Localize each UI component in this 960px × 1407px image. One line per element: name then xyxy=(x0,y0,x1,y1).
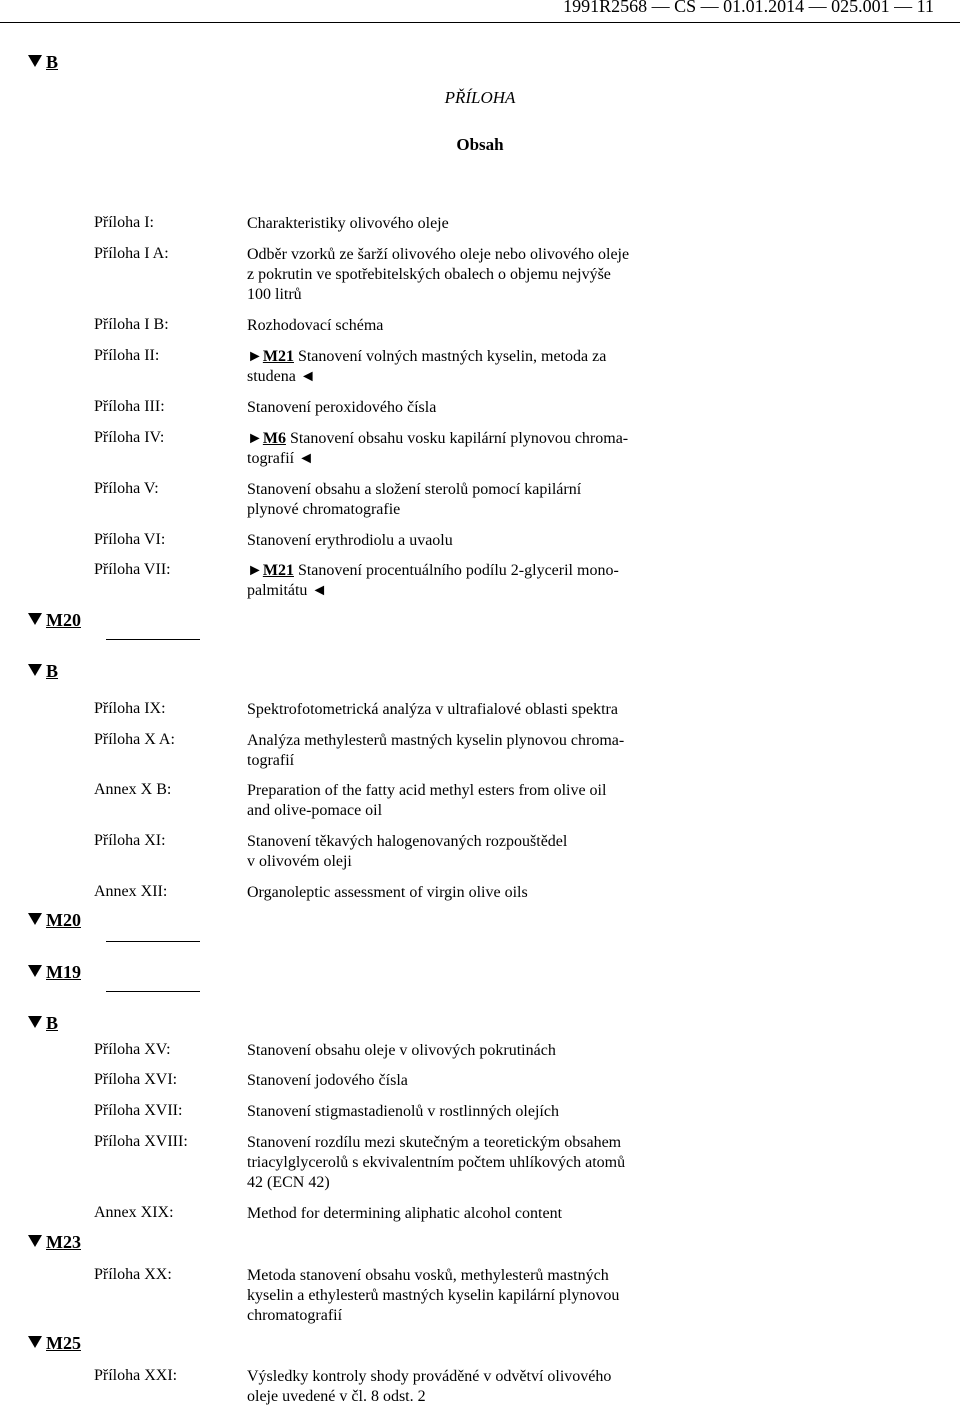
annex-label: Annex XIX: xyxy=(94,1204,174,1221)
annex-description: Stanovení erythrodiolu a uvaolu xyxy=(247,532,453,549)
annex-label: Annex X B: xyxy=(94,781,172,798)
separator-rule xyxy=(106,991,200,992)
marker-b: B xyxy=(28,1013,58,1034)
triangle-down-icon xyxy=(28,913,42,925)
annex-description: Stanovení obsahu a složení sterolů pomocí kapilární plynové chromatografie xyxy=(247,481,582,518)
triangle-down-icon xyxy=(28,664,42,676)
contents-heading: Obsah xyxy=(456,135,504,154)
annex-label: Příloha II: xyxy=(94,347,160,364)
annex-description: Organoleptic assessment of virgin olive oils xyxy=(247,884,528,901)
triangle-down-icon xyxy=(28,1016,42,1028)
triangle-down-icon xyxy=(28,1235,42,1247)
annex-description: Method for determining aliphatic alcohol content xyxy=(247,1205,563,1222)
annex-label: Příloha III: xyxy=(94,398,165,415)
marker-m20: M20 xyxy=(28,910,81,931)
annex-description: Rozhodovací schéma xyxy=(247,317,384,334)
annex-label: Příloha IX: xyxy=(94,700,166,717)
annex-label: Příloha XVIII: xyxy=(94,1133,188,1150)
marker-m19: M19 xyxy=(28,962,81,983)
annex-description: ►M6 Stanovení obsahu vosku kapilární plynovou chroma- tografií ◄ xyxy=(247,430,629,467)
amendment-marker: M6 xyxy=(262,430,286,447)
annex-label: Příloha VII: xyxy=(94,561,171,578)
annex-label: Příloha XVII: xyxy=(94,1102,183,1119)
annex-description: Výsledky kontroly shody prováděné v odvětví olivového oleje uvedené v čl. 8 odst. 2 xyxy=(247,1368,612,1405)
header-reference: 1991R2568 — CS — 01.01.2014 — 025.001 — 11 xyxy=(563,0,934,16)
annex-description: Stanovení stigmastadienolů v rostlinných olejích xyxy=(247,1103,559,1120)
document-header xyxy=(0,0,960,23)
annex-label: Příloha XX: xyxy=(94,1266,172,1283)
annex-description: Stanovení těkavých halogenovaných rozpouštědel v olivovém oleji xyxy=(247,833,568,870)
annex-description: Stanovení jodového čísla xyxy=(247,1072,408,1089)
annex-description: ►M21 Stanovení volných mastných kyselin, metoda za studena ◄ xyxy=(247,348,607,385)
annex-description: Spektrofotometrická analýza v ultrafialové oblasti spektra xyxy=(247,701,618,718)
annex-label: Příloha X A: xyxy=(94,731,175,748)
annex-description: Analýza methylesterů mastných kyselin plynovou chroma- tografií xyxy=(247,732,625,769)
annex-description: Stanovení rozdílu mezi skutečným a teoretickým obsahem triacylglycerolů s ekvivalentním počtem uhlíkových atomů 42 (ECN 42) xyxy=(247,1134,626,1191)
amendment-marker: M21 xyxy=(262,562,294,579)
annex-label: Příloha I A: xyxy=(94,245,169,262)
annex-title: PŘÍLOHA xyxy=(444,88,516,107)
marker-b: B xyxy=(28,52,58,73)
annex-description: Metoda stanovení obsahu vosků, methylesterů mastných kyselin a ethylesterů mastných kyselin kapilární plynovou chromatografií xyxy=(247,1267,620,1324)
annex-description: Preparation of the fatty acid methyl esters from olive oil and olive-pomace oil xyxy=(247,782,607,819)
triangle-down-icon xyxy=(28,1336,42,1348)
annex-label: Příloha XI: xyxy=(94,832,166,849)
annex-label: Příloha VI: xyxy=(94,531,166,548)
triangle-down-icon xyxy=(28,613,42,625)
annex-label: Příloha V: xyxy=(94,480,159,497)
triangle-down-icon xyxy=(28,55,42,67)
annex-description: ►M21 Stanovení procentuálního podílu 2-glyceril mono- palmitátu ◄ xyxy=(247,562,619,599)
annex-label: Annex XII: xyxy=(94,883,168,900)
marker-b: B xyxy=(28,661,58,682)
annex-label: Příloha XVI: xyxy=(94,1071,178,1088)
triangle-down-icon xyxy=(28,965,42,977)
annex-description: Charakteristiky olivového oleje xyxy=(247,215,449,232)
marker-m23: M23 xyxy=(28,1232,81,1253)
annex-label: Příloha I: xyxy=(94,214,154,231)
annex-description: Odběr vzorků ze šarží olivového oleje nebo olivového oleje z pokrutin ve spotřebitelských obalech o objemu nejvýše 100 litrů xyxy=(247,246,630,303)
marker-m20: M20 xyxy=(28,610,81,631)
annex-label: Příloha XXI: xyxy=(94,1367,178,1384)
annex-label: Příloha I B: xyxy=(94,316,169,333)
marker-m25: M25 xyxy=(28,1333,81,1354)
annex-description: Stanovení peroxidového čísla xyxy=(247,399,437,416)
annex-label: Příloha IV: xyxy=(94,429,165,446)
separator-rule xyxy=(106,639,200,640)
annex-description: Stanovení obsahu oleje v olivových pokrutinách xyxy=(247,1042,556,1059)
separator-rule xyxy=(106,941,200,942)
amendment-marker: M21 xyxy=(262,348,294,365)
annex-label: Příloha XV: xyxy=(94,1041,171,1058)
